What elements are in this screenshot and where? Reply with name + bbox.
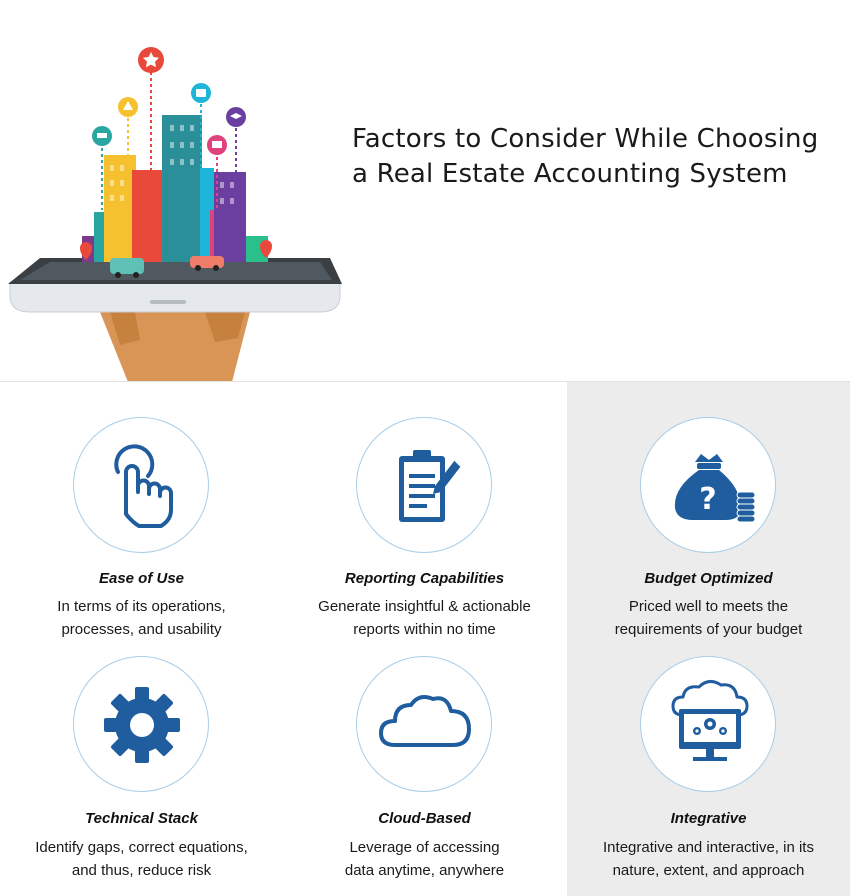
card-title: Budget Optimized	[644, 570, 773, 587]
description-line-2: requirements of your budget	[614, 621, 803, 638]
description-line-1: Identify gaps, correct equations,	[35, 839, 248, 856]
card-title: Cloud-Based	[378, 810, 471, 827]
page-title: Factors to Consider While Choosing a Real Estate Accounting System	[352, 124, 819, 189]
description-line-1: Priced well to meets the	[628, 598, 789, 615]
card-description	[0, 836, 283, 882]
card-title: Reporting Capabilities	[344, 570, 505, 587]
cloud-monitor-icon	[659, 675, 759, 775]
cloud-icon	[375, 675, 475, 775]
description-line-1: Leverage of accessing	[349, 839, 500, 856]
card-description	[567, 836, 850, 882]
gear-icon	[92, 675, 192, 775]
icon-circle	[640, 417, 776, 553]
icon-circle	[73, 417, 209, 553]
description-line-2: nature, extent, and approach	[612, 862, 805, 879]
description-line-2: processes, and usability	[61, 621, 222, 638]
icon-circle	[356, 417, 492, 553]
description-line-2: and thus, reduce risk	[71, 862, 212, 879]
hero-section	[0, 0, 850, 382]
icon-circle	[640, 656, 776, 792]
card-title: Technical Stack	[85, 810, 198, 827]
svg-text:?: ?	[699, 482, 717, 517]
money-bag-icon	[659, 436, 759, 536]
icon-circle	[73, 656, 209, 792]
card-description	[567, 595, 850, 641]
icon-circle	[356, 656, 492, 792]
description-line-2: reports within no time	[353, 621, 496, 638]
factor-card-integrative	[567, 644, 850, 896]
factor-card-technical-stack	[0, 644, 283, 896]
card-description	[283, 836, 566, 882]
card-title: Ease of Use	[98, 570, 185, 587]
description-line-1: Generate insightful & actionable	[318, 598, 531, 615]
clipboard-report-icon	[375, 436, 475, 536]
description-line-2: data anytime, anywhere	[344, 862, 505, 879]
touch-hand-icon	[92, 436, 192, 536]
factor-card-reporting-capabilities	[283, 382, 566, 644]
card-title: Integrative	[670, 810, 747, 827]
description-line-1: In terms of its operations,	[57, 598, 226, 615]
card-description	[0, 595, 283, 641]
factor-card-budget-optimized	[567, 382, 850, 644]
description-line-1: Integrative and interactive, in its	[603, 839, 814, 856]
factor-card-ease-of-use	[0, 382, 283, 644]
factor-card-cloud-based	[283, 644, 566, 896]
card-description	[283, 595, 566, 641]
city-tablet-illustration	[0, 30, 350, 382]
